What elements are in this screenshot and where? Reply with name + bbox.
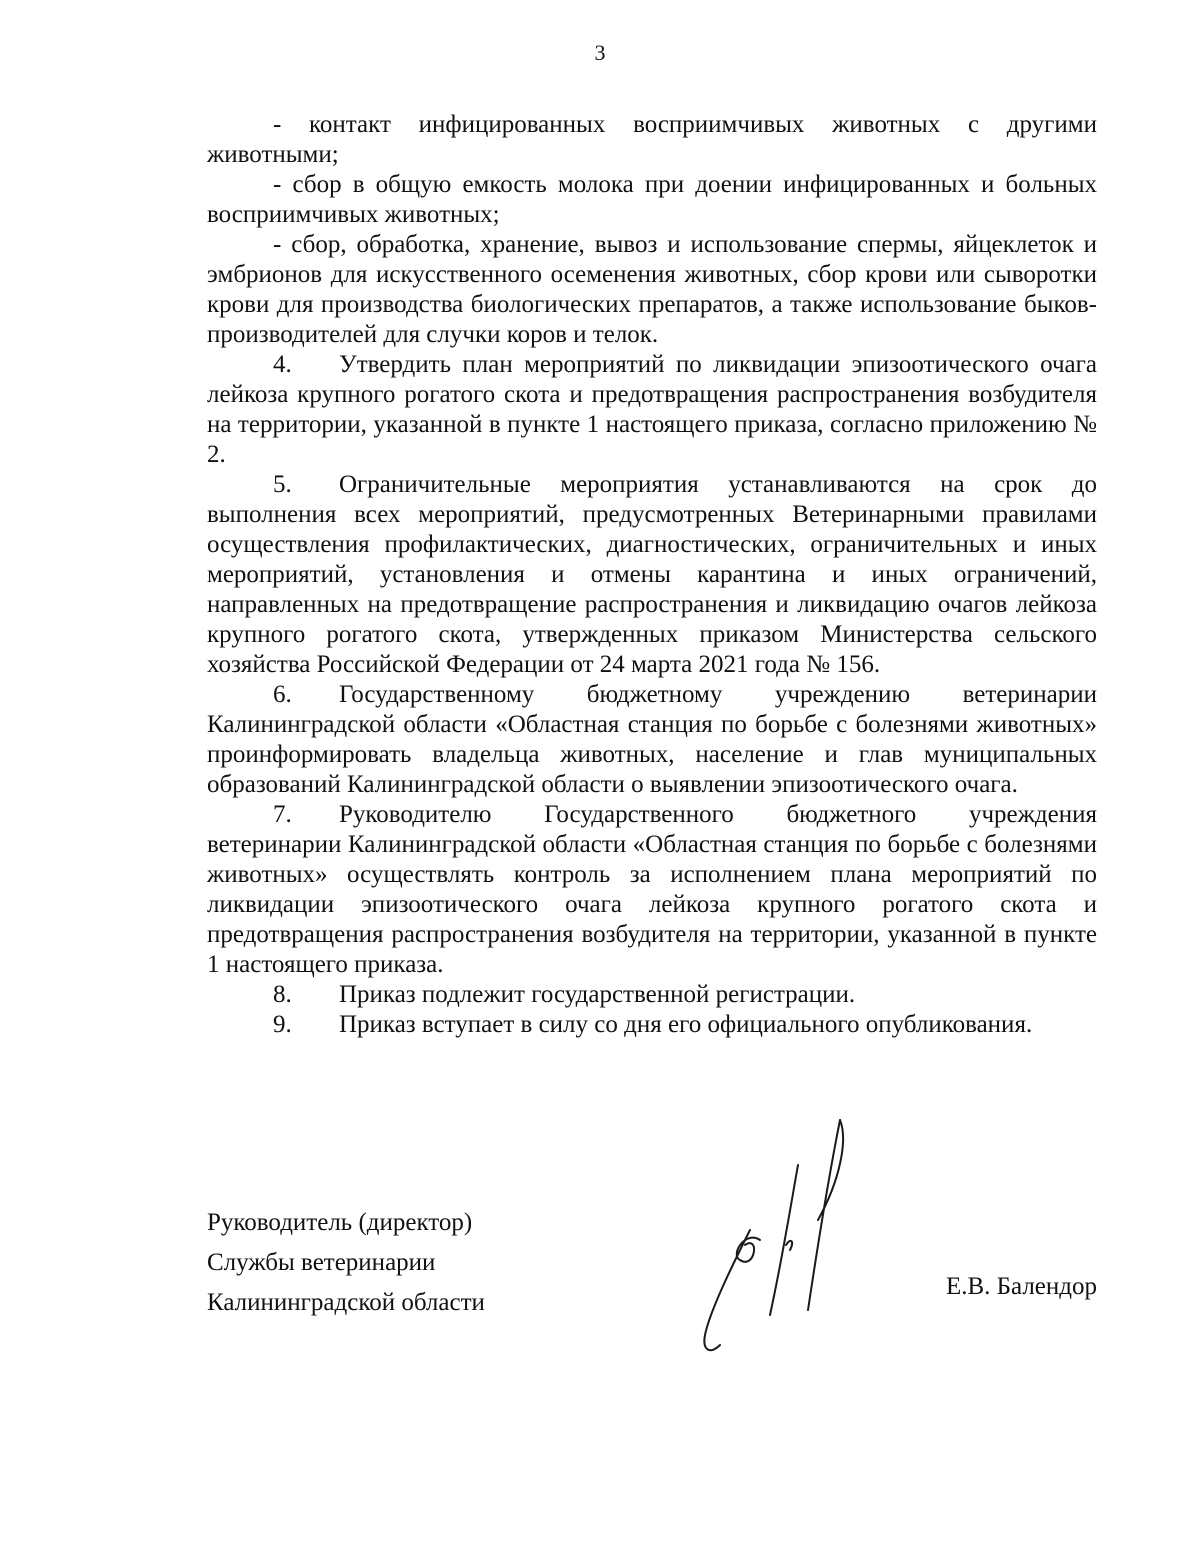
paragraph-milk: - сбор в общую емкость молока при доении инфицированных и больных восприимчивых животных; xyxy=(207,171,1097,228)
item-text: Ограничительные мероприятия устанавливаются на срок до выполнения всех мероприятий, предусмотренных Ветеринарными правилами осуществления профилактических, диагностических, ограничительных и иных мероприятий, установления и отмены карантина и иных ограничений, направленных на предотвращение распространения и ликвидацию очагов лейкоза крупного рогатого скота, утвержденных приказом Министерства сельского хозяйства Российской Федерации от 24 марта 2021 года № 156. xyxy=(207,471,1097,678)
item-text: Руководителю Государственного бюджетного учреждения ветеринарии Калининградской области «Областная станция по борьбе с болезнями животных» осуществлять контроль за исполнением плана мероприятий по ликвидации эпизоотического очага лейкоза крупного рогатого скота и предотвращения распространения возбудителя на территории, указанной в пункте 1 настоящего приказа. xyxy=(207,801,1097,978)
item-text: Государственному бюджетному учреждению ветеринарии Калининградской области «Областная станция по борьбе с болезнями животных» проинформировать владельца животных, население и глав муниципальных образований Калининградской области о выявлении эпизоотического очага. xyxy=(207,681,1097,798)
signatory-title-line: Руководитель (директор) xyxy=(207,1209,473,1236)
item-number: 9. xyxy=(273,1011,292,1038)
paragraph-contact: - контакт инфицированных восприимчивых животных с другими животными; xyxy=(207,111,1097,168)
item-text: Приказ подлежит государственной регистрации. xyxy=(339,981,856,1008)
item-text: Утвердить план мероприятий по ликвидации эпизоотического очага лейкоза крупного рогатого скота и предотвращения распространения возбудителя на территории, указанной в пункте 1 настоящего приказа, согласно приложению № 2. xyxy=(207,351,1097,468)
list-item-6 xyxy=(207,680,1097,800)
item-number: 8. xyxy=(273,981,292,1008)
item-number: 4. xyxy=(273,351,292,378)
item-number: 6. xyxy=(273,681,292,708)
paragraph-sperm: - сбор, обработка, хранение, вывоз и использование спермы, яйцеклеток и эмбрионов для искусственного осеменения животных, сбор крови или сыворотки крови для производства биологических препаратов, а также использование быков-производителей для случки коров и телок. xyxy=(207,231,1097,348)
list-item-8 xyxy=(207,980,1097,1010)
page-number: 3 xyxy=(594,40,606,65)
list-item-5 xyxy=(207,470,1097,680)
document-body xyxy=(207,110,1097,1040)
list-item-4 xyxy=(207,350,1097,470)
signatory-title-line: Службы ветеринарии xyxy=(207,1249,436,1276)
item-number: 7. xyxy=(273,801,292,828)
handwritten-signature-icon xyxy=(690,1110,880,1360)
list-item-7 xyxy=(207,800,1097,980)
item-text: Приказ вступает в силу со дня его официального опубликования. xyxy=(339,1011,1033,1038)
signatory-name: Е.В. Балендор xyxy=(945,1273,1097,1300)
signatory-title xyxy=(207,1203,485,1323)
item-number: 5. xyxy=(273,471,292,498)
list-item-9 xyxy=(207,1010,1097,1040)
signatory-title-line: Калининградской области xyxy=(207,1289,485,1316)
